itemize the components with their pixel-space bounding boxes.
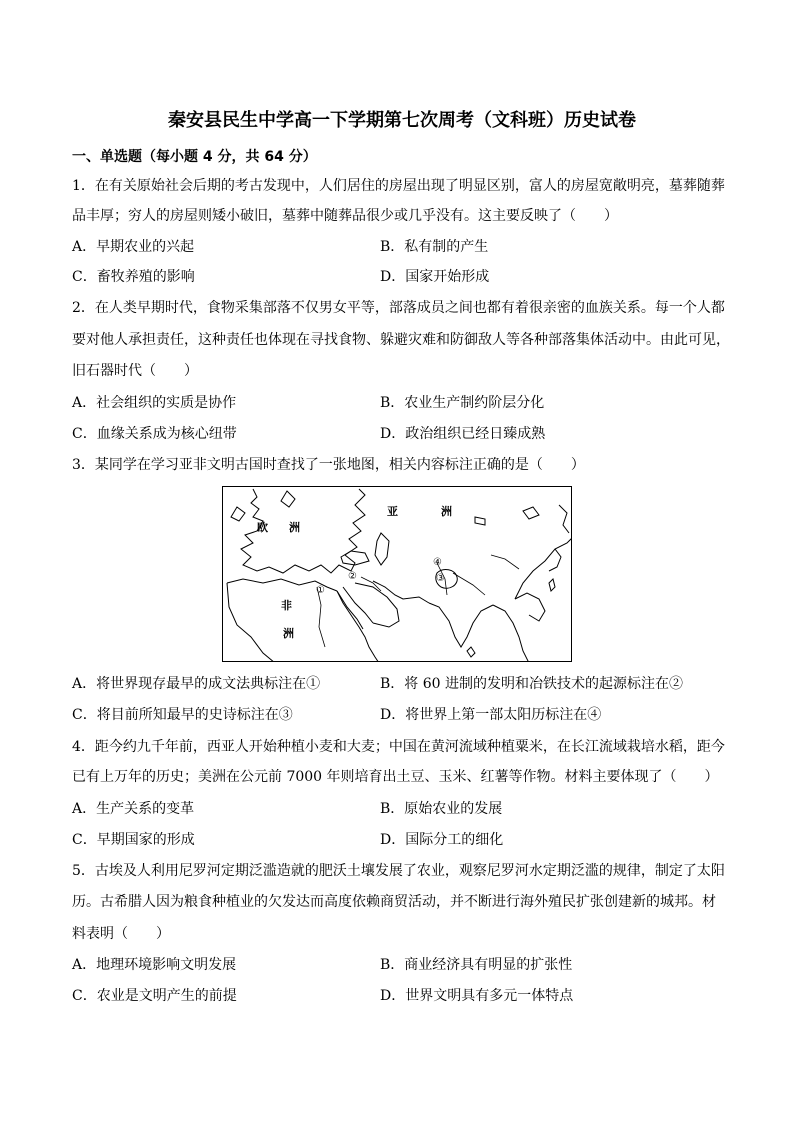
q4-option-d[interactable]: D．国际分工的细化 [380, 832, 504, 848]
q2-stem-line2: 要对他人承担责任，这种责任也体现在寻找食物、躲避灾难和防御敌人等各种部落集体活动中。由此可见， [72, 332, 730, 348]
q2-option-b[interactable]: B．农业生产制约阶层分化 [380, 395, 545, 411]
map-label-africa-2: 洲 [283, 628, 294, 640]
map-label-europe-1: 欧 [257, 522, 268, 534]
q5-stem-line1: 5．古埃及人利用尼罗河定期泛滥造就的肥沃土壤发展了农业，观察尼罗河水定期泛滥的规律，制定了太阳 [72, 863, 725, 879]
q5-stem-line3: 料表明（ ） [72, 926, 170, 942]
q5-option-b[interactable]: B．商业经济具有明显的扩张性 [380, 957, 573, 973]
q1-option-b[interactable]: B．私有制的产生 [380, 239, 489, 255]
map-label-asia-1: 亚 [387, 506, 398, 518]
q2-option-c[interactable]: C．血缘关系成为核心纽带 [72, 426, 237, 442]
q3-option-c[interactable]: C．将目前所知最早的史诗标注在③ [72, 707, 293, 723]
exam-title: 秦安县民生中学高一下学期第七次周考（文科班）历史试卷 [168, 110, 636, 131]
q1-stem-line2: 品丰厚；穷人的房屋则矮小破旧，墓葬中随葬品很少或几乎没有。这主要反映了（ ） [72, 208, 618, 224]
q4-option-c[interactable]: C．早期国家的形成 [72, 832, 195, 848]
q1-option-a[interactable]: A．早期农业的兴起 [72, 239, 195, 255]
map-outline [223, 487, 572, 662]
map-marker-4: ④ [433, 557, 442, 568]
q5-option-a[interactable]: A．地理环境影响文明发展 [72, 957, 237, 973]
q4-stem-line2: 已有上万年的历史；美洲在公元前 7000 年则培育出土豆、玉米、红薯等作物。材料主要体现了（ ） [72, 769, 719, 785]
q5-stem-line2: 历。古希腊人因为粮食种植业的欠发达而高度依赖商贸活动，并不断进行海外殖民扩张创建新的城邦。材 [72, 894, 716, 910]
q3-option-a[interactable]: A．将世界现存最早的成文法典标注在① [72, 676, 321, 692]
map-marker-3: ③ [436, 573, 445, 584]
q1-option-c[interactable]: C．畜牧养殖的影响 [72, 269, 195, 285]
q3-option-b[interactable]: B．将 60 进制的发明和冶铁技术的起源标注在② [380, 676, 684, 692]
world-map-figure [222, 486, 572, 662]
map-marker-2: ② [348, 571, 357, 582]
q2-option-a[interactable]: A．社会组织的实质是协作 [72, 395, 237, 411]
q5-option-c[interactable]: C．农业是文明产生的前提 [72, 988, 237, 1004]
map-label-asia-2: 洲 [441, 506, 452, 518]
q2-stem-line1: 2．在人类早期时代，食物采集部落不仅男女平等，部落成员之间也都有着很亲密的血族关系。每一个人都 [72, 300, 725, 316]
q4-stem-line1: 4．距今约九千年前，西亚人开始种植小麦和大麦；中国在黄河流域种植粟米，在长江流域栽培水稻，距今 [72, 739, 725, 755]
map-marker-1: ① [316, 585, 325, 596]
section-heading: 一、单选题（每小题 4 分，共 64 分） [72, 149, 317, 165]
q4-option-a[interactable]: A．生产关系的变革 [72, 801, 195, 817]
map-label-europe-2: 洲 [289, 522, 300, 534]
q1-option-d[interactable]: D．国家开始形成 [380, 269, 490, 285]
q5-option-d[interactable]: D．世界文明具有多元一体特点 [380, 988, 574, 1004]
map-label-africa-1: 非 [281, 600, 292, 612]
q4-option-b[interactable]: B．原始农业的发展 [380, 801, 503, 817]
q3-option-d[interactable]: D．将世界上第一部太阳历标注在④ [380, 707, 602, 723]
q1-stem-line1: 1．在有关原始社会后期的考古发现中，人们居住的房屋出现了明显区别，富人的房屋宽敞明亮，墓葬随葬 [72, 178, 725, 194]
q3-stem-line1: 3．某同学在学习亚非文明古国时查找了一张地图，相关内容标注正确的是（ ） [72, 457, 585, 473]
q2-option-d[interactable]: D．政治组织已经日臻成熟 [380, 426, 546, 442]
q2-stem-line3: 旧石器时代（ ） [72, 363, 198, 379]
